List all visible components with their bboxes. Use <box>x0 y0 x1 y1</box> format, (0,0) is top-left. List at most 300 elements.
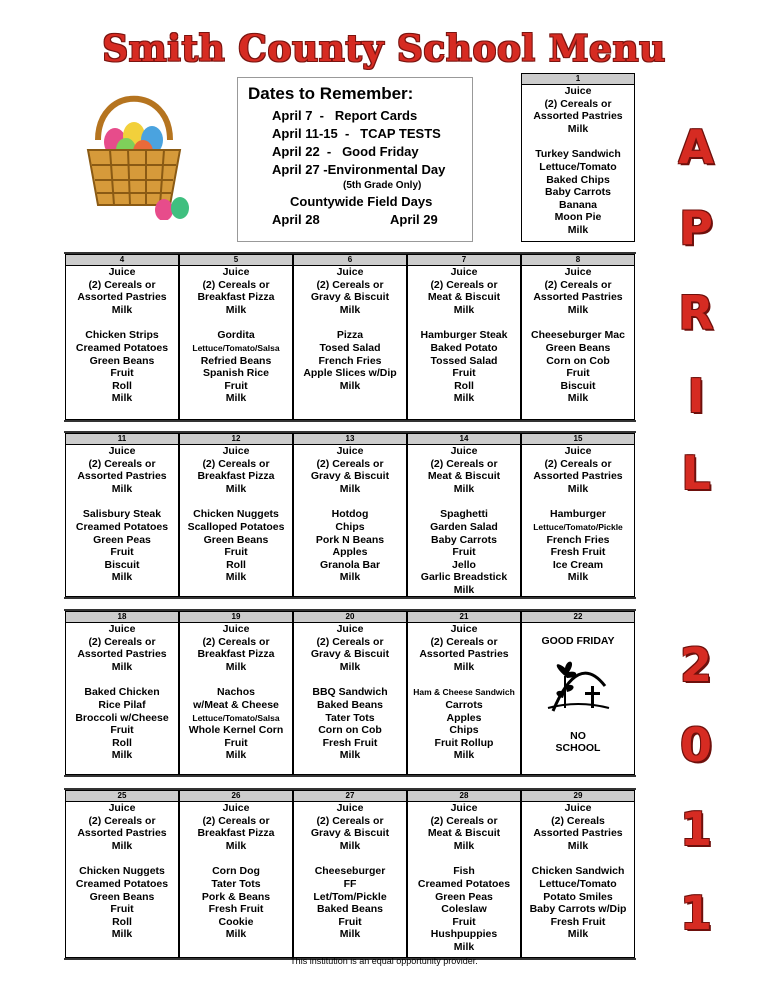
menu-item: w/Meat & Cheese <box>193 698 279 711</box>
footer-note: This institution is an equal opportunity provider. <box>290 956 478 966</box>
menu-item: (2) Cereals or <box>88 814 156 827</box>
side-letter: 0 <box>679 718 712 772</box>
menu-item: Breakfast Pizza <box>197 648 275 661</box>
menu-item: Baked Chicken <box>84 686 160 699</box>
menu-spacer <box>522 135 634 148</box>
menu-item: Assorted Pastries <box>533 470 623 483</box>
day-cell <box>407 433 521 597</box>
menu-item: Fresh Fruit <box>550 546 606 559</box>
day-menu <box>408 445 520 597</box>
menu-item: Juice <box>222 802 250 814</box>
menu-item: (2) Cereals or <box>544 457 612 470</box>
menu-item: Chicken Sandwich <box>531 865 625 878</box>
menu-spacer <box>180 852 292 865</box>
menu-item: Green Beans <box>89 890 155 903</box>
menu-item: Milk <box>453 839 475 852</box>
menu-item: Apples <box>332 546 368 559</box>
day-number: 26 <box>180 791 292 802</box>
menu-item: Apples <box>446 711 482 724</box>
menu-item: Breakfast Pizza <box>197 291 275 304</box>
day-cell <box>179 611 293 775</box>
day-number: 29 <box>522 791 634 802</box>
menu-item: Creamed Potatoes <box>417 877 511 890</box>
side-letter: I <box>687 369 705 423</box>
menu-item: Milk <box>453 660 475 673</box>
menu-item: Pizza <box>336 329 364 342</box>
menu-item: Milk <box>339 482 361 495</box>
menu-item: Garden Salad <box>430 520 498 533</box>
side-letter: R <box>678 286 714 340</box>
day-number: 22 <box>522 612 634 623</box>
menu-item: Milk <box>339 660 361 673</box>
day-number: 12 <box>180 434 292 445</box>
menu-item: Cookie <box>218 915 254 928</box>
menu-item: Breakfast Pizza <box>197 827 275 840</box>
day-number: 27 <box>294 791 406 802</box>
menu-item: Milk <box>111 482 133 495</box>
menu-item: Tater Tots <box>325 711 375 724</box>
menu-item: Whole Kernel Corn <box>188 724 284 737</box>
menu-item: Fruit <box>566 367 590 380</box>
menu-item: Jello <box>452 558 476 571</box>
menu-item: Turkey Sandwich <box>535 148 621 161</box>
menu-item: Milk <box>567 571 589 584</box>
menu-spacer <box>522 495 634 508</box>
menu-spacer <box>294 673 406 686</box>
menu-item: Juice <box>336 802 364 814</box>
menu-item: (2) Cereals <box>551 814 605 827</box>
menu-item: Milk <box>453 940 475 953</box>
menu-item: Fruit <box>110 546 134 559</box>
day-cell <box>293 433 407 597</box>
menu-item: (2) Cereals or <box>544 97 612 110</box>
day-cell <box>521 790 635 958</box>
day-cell <box>179 254 293 420</box>
no-school-label-2: SCHOOL <box>555 742 601 755</box>
menu-item: Milk <box>225 660 247 673</box>
menu-item: Baked Potato <box>430 341 498 354</box>
side-letter: A <box>678 120 714 174</box>
menu-item: Lettuce/Tomato/Salsa <box>192 342 280 353</box>
dates-heading: Dates to Remember: <box>248 84 414 103</box>
menu-item: Juice <box>450 266 478 278</box>
day-menu <box>294 623 406 762</box>
field-days-label: Countywide Field Days <box>290 194 433 209</box>
menu-item: Juice <box>222 445 250 457</box>
menu-item: Pork N Beans <box>315 533 385 546</box>
day-number: 18 <box>66 612 178 623</box>
menu-item: Juice <box>108 445 136 457</box>
menu-item: Pork & Beans <box>201 890 271 903</box>
menu-item: Juice <box>450 802 478 814</box>
menu-item: Baked Chips <box>546 173 610 186</box>
menu-item: (2) Cereals or <box>430 278 498 291</box>
menu-item: Assorted Pastries <box>533 291 623 304</box>
menu-item: Juice <box>108 266 136 278</box>
menu-item: Cheeseburger <box>314 865 386 878</box>
field-day-2: April 29 <box>390 212 438 227</box>
day-number: 19 <box>180 612 292 623</box>
side-letter: 1 <box>679 802 712 856</box>
day-menu <box>408 266 520 405</box>
menu-item: (2) Cereals or <box>316 457 384 470</box>
menu-item: Moon Pie <box>554 211 602 224</box>
menu-item: Assorted Pastries <box>419 648 509 661</box>
day-menu <box>522 445 634 584</box>
day-menu <box>66 623 178 762</box>
menu-item: Juice <box>222 623 250 635</box>
menu-item: Milk <box>111 571 133 584</box>
menu-item: BBQ Sandwich <box>312 686 388 699</box>
day-menu <box>522 266 634 405</box>
menu-item: Gravy & Biscuit <box>310 291 390 304</box>
menu-item: Green Peas <box>435 890 493 903</box>
page-title: Smith County School Menu <box>102 28 666 70</box>
day-menu <box>294 802 406 941</box>
side-letter: L <box>681 446 711 500</box>
menu-item: Chips <box>449 724 479 737</box>
menu-item: Milk <box>111 660 133 673</box>
day-cell <box>179 433 293 597</box>
menu-item: Nachos <box>217 686 255 699</box>
menu-item: Banana <box>559 198 597 211</box>
menu-item: (2) Cereals or <box>88 635 156 648</box>
menu-item: Assorted Pastries <box>77 291 167 304</box>
day-number: 15 <box>522 434 634 445</box>
menu-item: Fruit <box>224 379 248 392</box>
menu-item: Creamed Potatoes <box>75 877 169 890</box>
no-school-label-1: NO <box>570 729 586 742</box>
menu-item: Carrots <box>445 698 483 711</box>
day-cell <box>65 790 179 958</box>
menu-item: Milk <box>111 303 133 316</box>
menu-item: Fruit <box>452 367 476 380</box>
menu-item: Fresh Fruit <box>550 915 606 928</box>
menu-item: (2) Cereals or <box>316 278 384 291</box>
menu-item: Milk <box>339 303 361 316</box>
menu-item: (2) Cereals or <box>544 278 612 291</box>
menu-item: Apple Slices w/Dip <box>303 367 397 380</box>
menu-item: Gravy & Biscuit <box>310 470 390 483</box>
menu-item: Juice <box>564 445 592 457</box>
menu-item: Lettuce/Tomato <box>539 160 617 173</box>
day-cell <box>65 611 179 775</box>
day-menu <box>294 266 406 392</box>
menu-item: Milk <box>225 482 247 495</box>
menu-spacer <box>522 316 634 329</box>
menu-item: FF <box>343 877 357 890</box>
menu-item: Milk <box>453 482 475 495</box>
menu-item: Milk <box>453 583 475 596</box>
side-letter: 2 <box>679 638 712 692</box>
menu-item: Juice <box>108 802 136 814</box>
day-menu <box>294 445 406 584</box>
menu-spacer <box>180 673 292 686</box>
menu-item: Gordita <box>217 329 255 342</box>
easter-basket-icon <box>70 80 210 220</box>
menu-item: Juice <box>108 623 136 635</box>
menu-item: Juice <box>450 445 478 457</box>
menu-item: Milk <box>567 928 589 941</box>
menu-item: Corn Dog <box>212 865 260 878</box>
menu-item: (2) Cereals or <box>316 635 384 648</box>
menu-spacer <box>294 495 406 508</box>
day-menu <box>408 623 520 762</box>
day-number: 14 <box>408 434 520 445</box>
menu-spacer <box>180 316 292 329</box>
menu-item: Corn on Cob <box>318 724 382 737</box>
menu-item: Lettuce/Tomato/Salsa <box>192 712 280 723</box>
menu-item: Milk <box>225 303 247 316</box>
menu-spacer <box>66 316 178 329</box>
menu-item: Tosed Salad <box>319 341 381 354</box>
day-menu <box>180 802 292 941</box>
day-cell <box>407 790 521 958</box>
menu-item: Milk <box>111 928 133 941</box>
menu-item: (2) Cereals or <box>202 814 270 827</box>
day-number: 21 <box>408 612 520 623</box>
menu-item: Roll <box>112 915 132 928</box>
menu-item: Let/Tom/Pickle <box>313 890 387 903</box>
day-menu <box>66 266 178 405</box>
menu-item: Salisbury Steak <box>82 508 162 521</box>
menu-item: Baby Carrots <box>431 533 497 546</box>
day-cell <box>521 254 635 420</box>
menu-spacer <box>66 673 178 686</box>
day-menu <box>180 445 292 584</box>
menu-item: Creamed Potatoes <box>75 520 169 533</box>
menu-item: Milk <box>339 571 361 584</box>
menu-item: Juice <box>564 802 592 814</box>
menu-item: Milk <box>225 928 247 941</box>
menu-item: Juice <box>336 445 364 457</box>
day-number: 7 <box>408 255 520 266</box>
menu-item: Green Beans <box>545 341 611 354</box>
menu-item: Lettuce/Tomato <box>539 877 617 890</box>
day-menu <box>180 266 292 405</box>
menu-item: Milk <box>567 122 589 135</box>
menu-item: Milk <box>567 392 589 405</box>
day-menu <box>66 445 178 584</box>
menu-item: Chicken Nuggets <box>79 865 165 878</box>
menu-item: Milk <box>111 392 133 405</box>
menu-item: Scalloped Potatoes <box>187 520 285 533</box>
menu-item: Roll <box>112 379 132 392</box>
menu-item: (2) Cereals or <box>202 278 270 291</box>
menu-item: Baby Carrots <box>545 186 611 199</box>
menu-item: Hushpuppies <box>430 928 498 941</box>
menu-item: Fish <box>453 865 475 878</box>
menu-item: Assorted Pastries <box>77 470 167 483</box>
menu-item: French Fries <box>546 533 610 546</box>
menu-item: (2) Cereals or <box>430 457 498 470</box>
menu-item: Milk <box>453 749 475 762</box>
menu-spacer <box>408 316 520 329</box>
menu-item: Fruit Rollup <box>434 736 494 749</box>
menu-item: Garlic Breadstick <box>420 571 508 584</box>
menu-item: Assorted Pastries <box>77 648 167 661</box>
day-cell <box>407 611 521 775</box>
day-menu <box>66 802 178 941</box>
side-letter: 1 <box>679 886 712 940</box>
menu-item: Creamed Potatoes <box>75 341 169 354</box>
menu-item: Roll <box>112 736 132 749</box>
menu-item: Hamburger <box>549 508 606 521</box>
menu-item: Milk <box>111 839 133 852</box>
menu-item: Milk <box>111 749 133 762</box>
menu-item: Milk <box>225 749 247 762</box>
day-number: 28 <box>408 791 520 802</box>
menu-item: Fruit <box>224 546 248 559</box>
menu-item: Coleslaw <box>441 903 487 916</box>
menu-item: Juice <box>564 85 592 97</box>
side-letter: P <box>679 201 713 255</box>
menu-item: Milk <box>339 749 361 762</box>
menu-item: Juice <box>450 623 478 635</box>
good-friday-label: GOOD FRIDAY <box>541 635 615 647</box>
day-cell <box>179 790 293 958</box>
menu-item: Breakfast Pizza <box>197 470 275 483</box>
dates-to-remember-box <box>237 77 473 242</box>
menu-item: Corn on Cob <box>546 354 610 367</box>
day-number: 25 <box>66 791 178 802</box>
menu-item: Assorted Pastries <box>77 827 167 840</box>
menu-item: Chicken Nuggets <box>193 508 279 521</box>
menu-item: Milk <box>225 571 247 584</box>
day-menu <box>180 623 292 762</box>
date-line: April 11-15 - TCAP TESTS <box>272 126 441 141</box>
day-cell <box>65 433 179 597</box>
date-line: April 27 -Environmental Day <box>272 162 446 177</box>
menu-item: Gravy & Biscuit <box>310 827 390 840</box>
menu-item: Fruit <box>224 736 248 749</box>
day-cell <box>521 611 635 775</box>
menu-item: Fruit <box>338 915 362 928</box>
day-menu <box>408 802 520 954</box>
day-number: 8 <box>522 255 634 266</box>
day-cell <box>65 254 179 420</box>
menu-item: Fruit <box>452 915 476 928</box>
menu-item: Fruit <box>110 903 134 916</box>
menu-item: Juice <box>222 266 250 278</box>
menu-item: Tossed Salad <box>430 354 498 367</box>
day-number: 11 <box>66 434 178 445</box>
menu-item: Green Beans <box>89 354 155 367</box>
menu-item: Potato Smiles <box>543 890 613 903</box>
menu-item: Roll <box>226 558 246 571</box>
menu-item: Roll <box>454 379 474 392</box>
menu-item: Spaghetti <box>440 508 488 521</box>
menu-spacer <box>408 673 520 686</box>
menu-item: Baked Beans <box>317 698 383 711</box>
menu-item: Milk <box>225 392 247 405</box>
menu-spacer <box>522 852 634 865</box>
menu-item: Chicken Strips <box>85 329 159 342</box>
day-number: 1 <box>522 74 634 85</box>
menu-item: Biscuit <box>104 558 140 571</box>
menu-item: Juice <box>564 266 592 278</box>
menu-item: Milk <box>453 392 475 405</box>
date-line: April 7 - Report Cards <box>272 108 418 123</box>
menu-spacer <box>66 852 178 865</box>
menu-spacer <box>180 495 292 508</box>
date-note: (5th Grade Only) <box>343 180 422 191</box>
menu-item: Juice <box>336 623 364 635</box>
menu-item: Baked Beans <box>317 903 383 916</box>
menu-item: Ham & Cheese Sandwich <box>413 687 515 698</box>
menu-item: Milk <box>339 928 361 941</box>
menu-item: Milk <box>567 223 589 236</box>
menu-item: Meat & Biscuit <box>427 827 501 840</box>
menu-spacer <box>408 495 520 508</box>
menu-item: Fresh Fruit <box>322 736 378 749</box>
menu-item: (2) Cereals or <box>88 457 156 470</box>
day-number: 4 <box>66 255 178 266</box>
menu-item: Chips <box>335 520 365 533</box>
menu-item: Gravy & Biscuit <box>310 648 390 661</box>
menu-item: Granola Bar <box>319 558 381 571</box>
menu-spacer <box>408 852 520 865</box>
menu-item: French Fries <box>318 354 382 367</box>
menu-item: (2) Cereals or <box>202 457 270 470</box>
menu-spacer <box>294 316 406 329</box>
menu-item: Assorted Pastries <box>533 110 623 123</box>
menu-item: Tater Tots <box>211 877 261 890</box>
menu-item: (2) Cereals or <box>430 814 498 827</box>
menu-item: Fruit <box>110 367 134 380</box>
menu-item: Spanish Rice <box>203 367 269 380</box>
menu-item: Milk <box>225 839 247 852</box>
menu-spacer <box>66 495 178 508</box>
menu-item: Assorted Pastries <box>533 827 623 840</box>
day-cell <box>293 790 407 958</box>
day-number: 20 <box>294 612 406 623</box>
easter-cross-icon <box>543 656 613 718</box>
menu-item: Meat & Biscuit <box>427 291 501 304</box>
menu-item: (2) Cereals or <box>316 814 384 827</box>
menu-item: (2) Cereals or <box>88 278 156 291</box>
menu-item: Milk <box>567 839 589 852</box>
menu-item: Milk <box>567 482 589 495</box>
date-line: April 22 - Good Friday <box>272 144 419 159</box>
menu-item: Milk <box>567 303 589 316</box>
day-cell <box>293 611 407 775</box>
menu-item: Juice <box>336 266 364 278</box>
menu-item: Fresh Fruit <box>208 903 264 916</box>
menu-item: Milk <box>453 303 475 316</box>
menu-item: Cheeseburger Mac <box>531 329 625 342</box>
menu-item: Green Beans <box>203 533 269 546</box>
day-cell <box>521 73 635 242</box>
day-cell <box>293 254 407 420</box>
menu-item: Green Peas <box>93 533 151 546</box>
menu-item: Refried Beans <box>200 354 272 367</box>
field-day-1: April 28 <box>272 212 320 227</box>
menu-item: Lettuce/Tomato/Pickle <box>533 521 623 532</box>
day-menu <box>522 85 634 237</box>
menu-item: Broccoli w/Cheese <box>75 711 169 724</box>
day-cell <box>407 254 521 420</box>
menu-item: Ice Cream <box>552 558 604 571</box>
menu-item: (2) Cereals or <box>202 635 270 648</box>
day-number: 5 <box>180 255 292 266</box>
menu-item: Milk <box>339 839 361 852</box>
day-number: 6 <box>294 255 406 266</box>
menu-spacer <box>294 852 406 865</box>
menu-item: Milk <box>339 379 361 392</box>
menu-item: Fruit <box>110 724 134 737</box>
day-cell <box>521 433 635 597</box>
